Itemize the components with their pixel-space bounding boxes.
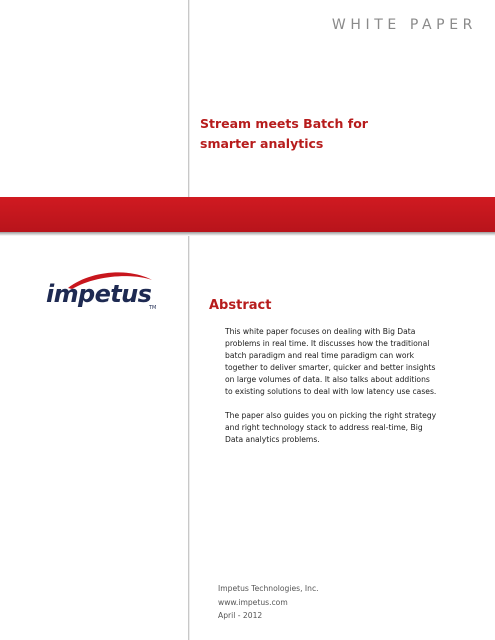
abstract-body (225, 326, 475, 458)
abstract-line: The paper also guides you on picking the right strategy (225, 411, 437, 420)
document-title (200, 114, 460, 154)
abstract-line: batch paradigm and real time paradigm can work (225, 351, 414, 360)
abstract-paragraph (225, 326, 475, 398)
impetus-logo (46, 268, 166, 316)
logo-trademark: TM (149, 305, 157, 311)
abstract-heading: Abstract (209, 298, 272, 313)
abstract-line: to existing solutions to deal with low latency use cases. (225, 387, 437, 396)
abstract-line: This white paper focuses on dealing with Big Data (225, 327, 416, 336)
red-banner-shadow (0, 232, 495, 236)
publisher-info (218, 582, 319, 623)
publication-date: April - 2012 (218, 611, 263, 620)
company-website: www.impetus.com (218, 597, 288, 607)
abstract-line: Data analytics problems. (225, 435, 320, 444)
document-title-line: smarter analytics (200, 136, 324, 151)
vertical-divider-shadow (189, 0, 190, 640)
abstract-line: together to deliver smarter, quicker and better insights (225, 363, 436, 372)
logo-wordmark: impetus (46, 280, 152, 308)
red-banner (0, 197, 495, 232)
abstract-line: problems in real time. It discusses how the traditional (225, 339, 430, 348)
company-name: Impetus Technologies, Inc. (218, 584, 319, 593)
abstract-line: and right technology stack to address real-time, Big (225, 423, 423, 432)
abstract-paragraph (225, 410, 475, 446)
abstract-line: on large volumes of data. It also talks about additions (225, 375, 430, 384)
document-type-label: WHITE PAPER (331, 17, 477, 33)
document-title-line: Stream meets Batch for (200, 116, 368, 131)
